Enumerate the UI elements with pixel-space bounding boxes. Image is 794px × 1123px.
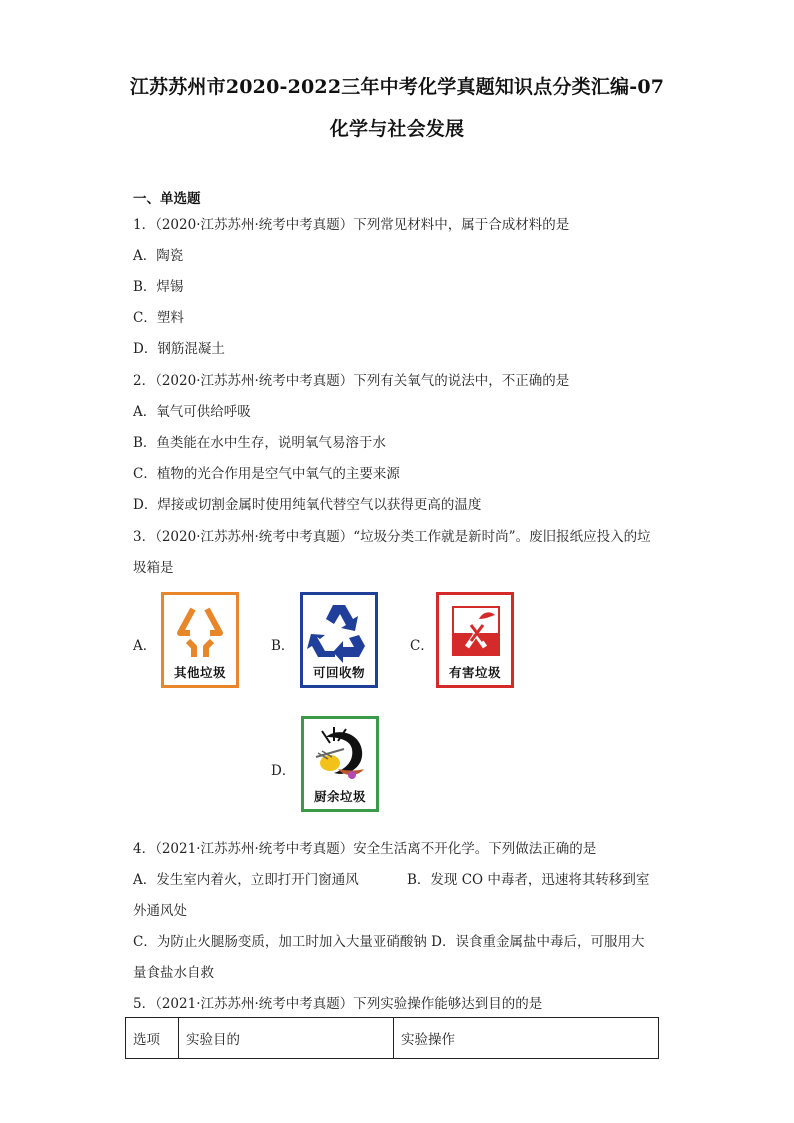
kitchen-waste-caption: 厨余垃圾 xyxy=(313,789,366,804)
food-scraps-icon xyxy=(304,719,376,791)
question-3-stem-line-1: 3．（2020·江苏苏州·统考中考真题）“垃圾分类工作就是新时尚”。废旧报纸应投入的垃 xyxy=(133,529,651,545)
question-1-option-b: B．焊锡 xyxy=(133,279,184,295)
question-1-stem: 1．（2020·江苏苏州·统考中考真题）下列常见材料中，属于合成材料的是 xyxy=(133,217,570,233)
question-4-option-b-cont: 外通风处 xyxy=(133,903,187,919)
question-3-option-a-letter: A． xyxy=(133,638,157,654)
kitchen-waste-bin-icon xyxy=(301,716,379,812)
question-2-option-d: D．焊接或切割金属时使用纯氧代替空气以获得更高的温度 xyxy=(133,497,482,513)
other-waste-caption: 其他垃圾 xyxy=(173,665,226,680)
question-4-option-a: A．发生室内着火，立即打开门窗通风 xyxy=(133,872,359,888)
table-header-purpose: 实验目的 xyxy=(179,1018,394,1059)
other-waste-symbol-icon xyxy=(164,595,236,665)
question-1-option-c: C．塑料 xyxy=(133,310,184,326)
hazardous-caption: 有害垃圾 xyxy=(448,665,501,680)
question-4-option-b: B．发现 CO 中毒者，迅速将其转移到室 xyxy=(407,872,650,888)
question-4-stem: 4．（2021·江苏苏州·统考中考真题）安全生活离不开化学。下列做法正确的是 xyxy=(133,841,597,857)
question-2-option-c: C．植物的光合作用是空气中氧气的主要来源 xyxy=(133,466,400,482)
recyclable-caption: 可回收物 xyxy=(312,665,365,680)
document-title-line-1: 江苏苏州市2020-2022三年中考化学真题知识点分类汇编-07 xyxy=(129,76,665,98)
section-heading: 一、单选题 xyxy=(133,191,201,207)
table-header-operation: 实验操作 xyxy=(394,1018,659,1059)
question-2-option-b: B．鱼类能在水中生存，说明氧气易溶于水 xyxy=(133,435,386,451)
hazardous-bin-icon xyxy=(436,592,514,688)
table-header-option: 选项 xyxy=(126,1018,179,1059)
table-header-row xyxy=(126,1018,659,1059)
question-2-option-a: A．氧气可供给呼吸 xyxy=(133,404,251,420)
recycle-arrows-icon xyxy=(303,595,375,665)
question-5-stem: 5．（2021·江苏苏州·统考中考真题）下列实验操作能够达到目的的是 xyxy=(133,996,543,1012)
question-4-options-c-d: C．为防止火腿肠变质，加工时加入大量亚硝酸钠 D．误食重金属盐中毒后，可服用大 xyxy=(133,934,645,950)
question-2-stem: 2．（2020·江苏苏州·统考中考真题）下列有关氧气的说法中，不正确的是 xyxy=(133,373,570,389)
question-3-option-b-letter: B． xyxy=(271,638,295,654)
question-1-option-d: D．钢筋混凝土 xyxy=(133,341,225,357)
question-3-stem-line-2: 圾箱是 xyxy=(133,560,174,576)
question-1-option-a: A．陶瓷 xyxy=(133,248,184,264)
hazardous-symbol-icon xyxy=(439,595,515,665)
question-3-option-d-letter: D． xyxy=(271,763,296,779)
question-5-table xyxy=(125,1017,659,1059)
other-waste-bin-icon xyxy=(161,592,239,688)
document-title-line-2: 化学与社会发展 xyxy=(329,118,465,140)
question-4-option-d-cont: 量食盐水自救 xyxy=(133,965,214,981)
recyclable-bin-icon xyxy=(300,592,378,688)
question-3-option-c-letter: C． xyxy=(410,638,434,654)
